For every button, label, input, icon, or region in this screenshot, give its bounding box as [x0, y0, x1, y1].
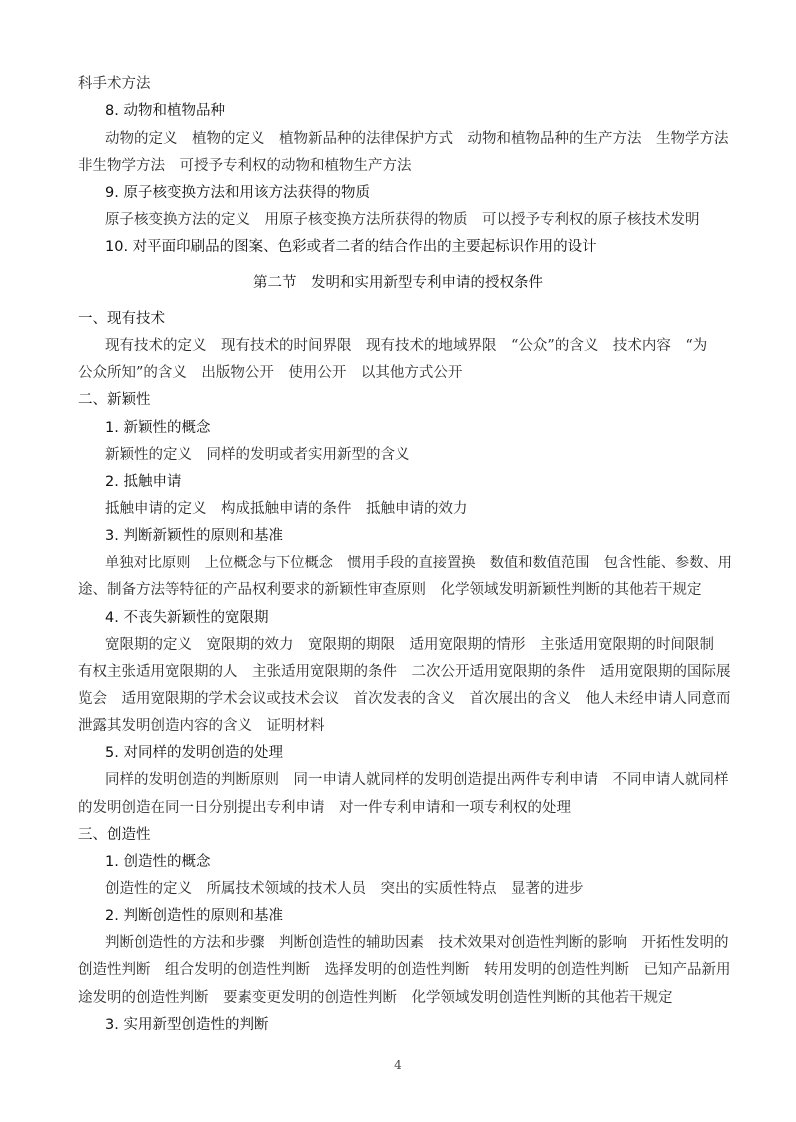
subheading: 3. 实用新型创造性的判断 [105, 1017, 269, 1033]
subheading: 8. 动物和植物品种 [105, 103, 225, 119]
body-text-line: 科手术方法 [78, 76, 151, 92]
body-text-line: 新颖性的定义 同样的发明或者实用新型的含义 [105, 447, 410, 463]
subheading: 2. 抵触申请 [105, 474, 182, 490]
body-text-line: 原子核变换方法的定义 用原子核变换方法所获得的物质 可以授予专利权的原子核技术发明 [105, 212, 700, 228]
body-text-line: 的发明创造在同一日分别提出专利申请 对一件专利申请和一项专利权的处理 [78, 800, 571, 816]
subheading: 3. 判断新颖性的原则和基准 [105, 528, 283, 544]
body-text-line: 览会 适用宽限期的学术会议或技术会议 首次发表的含义 首次展出的含义 他人未经申请人同意而 [78, 691, 731, 707]
body-text-line: 现有技术的定义 现有技术的时间界限 现有技术的地域界限 “公众”的含义 技术内容 “为 [105, 338, 708, 354]
subheading: 4. 不丧失新颖性的宽限期 [105, 610, 269, 626]
body-text-line: 途、制备方法等特征的产品权利要求的新颖性审查原则 化学领域发明新颖性判断的其他若干规定 [78, 582, 702, 598]
body-text-line: 途发明的创造性判断 要素变更发明的创造性判断 化学领域发明创造性判断的其他若干规定 [78, 990, 673, 1006]
subheading: 10. 对平面印刷品的图案、色彩或者二者的结合作出的主要起标识作用的设计 [105, 239, 597, 255]
subheading: 9. 原子核变换方法和用该方法获得的物质 [105, 185, 370, 201]
heading: 三、创造性 [78, 827, 151, 843]
body-text-line: 同样的发明创造的判断原则 同一申请人就同样的发明创造提出两件专利申请 不同申请人就同样 [105, 772, 729, 788]
subheading: 1. 创造性的概念 [105, 854, 211, 870]
body-text-line: 泄露其发明创造内容的含义 证明材料 [78, 718, 325, 734]
body-text-line: 抵触申请的定义 构成抵触申请的条件 抵触申请的效力 [105, 501, 468, 517]
body-text-line: 创造性判断 组合发明的创造性判断 选择发明的创造性判断 转用发明的创造性判断 已知产品新用 [78, 962, 731, 978]
heading: 一、现有技术 [78, 311, 165, 327]
body-text-line: 单独对比原则 上位概念与下位概念 惯用手段的直接置换 数值和数值范围 包含性能、参数、用 [105, 555, 733, 571]
body-text-line: 创造性的定义 所属技术领域的技术人员 突出的实质性特点 显著的进步 [105, 881, 584, 897]
body-text-line: 非生物学方法 可授予专利权的动物和植物生产方法 [78, 158, 412, 174]
page-number: 4 [394, 1058, 402, 1072]
body-text-line: 有权主张适用宽限期的人 主张适用宽限期的条件 二次公开适用宽限期的条件 适用宽限期的国际展 [78, 664, 731, 680]
body-text-line: 公众所知”的含义 出版物公开 使用公开 以其他方式公开 [78, 365, 463, 381]
body-text-line: 判断创造性的方法和步骤 判断创造性的辅助因素 技术效果对创造性判断的影响 开拓性发明的 [105, 935, 729, 951]
body-text-line: 宽限期的定义 宽限期的效力 宽限期的期限 适用宽限期的情形 主张适用宽限期的时间限制 [105, 637, 714, 653]
heading: 二、新颖性 [78, 392, 151, 408]
subheading: 2. 判断创造性的原则和基准 [105, 908, 283, 924]
section-title: 第二节 发明和实用新型专利申请的授权条件 [253, 275, 543, 291]
subheading: 1. 新颖性的概念 [105, 420, 211, 436]
body-text-line: 动物的定义 植物的定义 植物新品种的法律保护方式 动物和植物品种的生产方法 生物学方法 [105, 131, 729, 147]
subheading: 5. 对同样的发明创造的处理 [105, 745, 283, 761]
